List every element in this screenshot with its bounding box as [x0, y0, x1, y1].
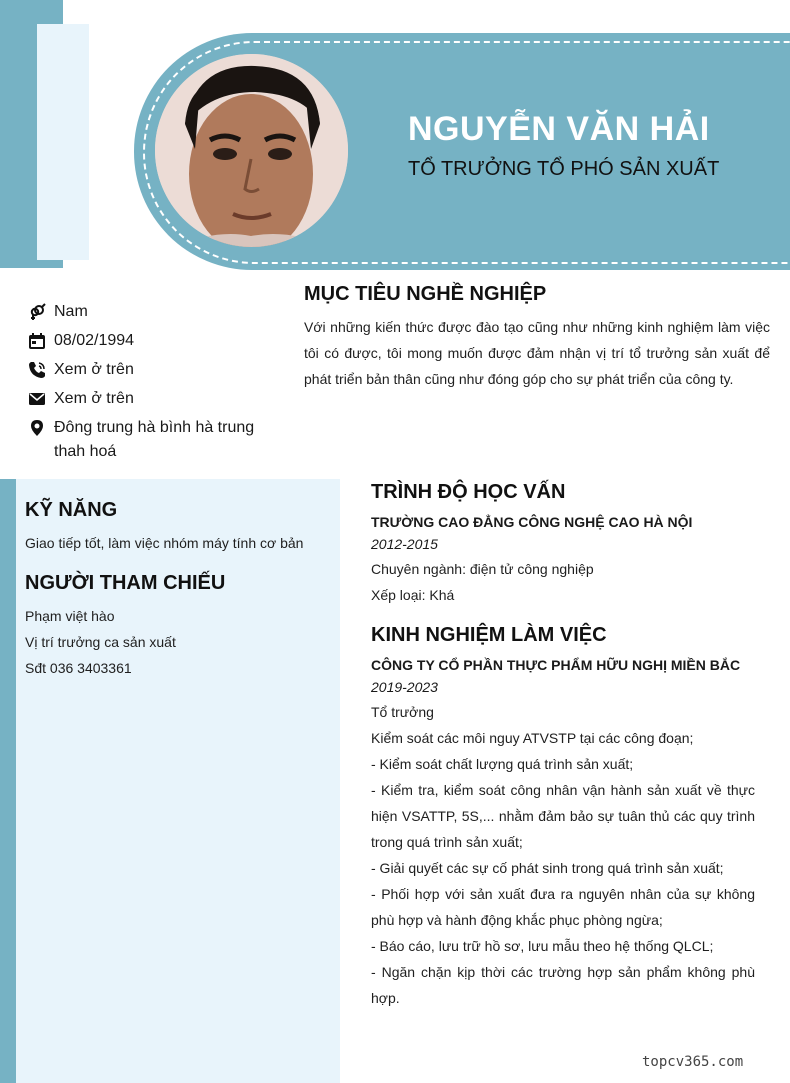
- experience-period: 2019-2023: [371, 679, 438, 695]
- objective-section: [304, 283, 770, 392]
- reference-line: Sđt 036 3403361: [25, 660, 132, 676]
- right-column: [371, 481, 755, 1011]
- skills-text: Giao tiếp tốt, làm việc nhóm máy tính cơ bản: [25, 535, 304, 551]
- left-column-strip: [0, 479, 16, 1083]
- education-section: [371, 481, 755, 608]
- education-period: 2012-2015: [371, 536, 438, 552]
- contact-birthday: [28, 329, 278, 353]
- contact-address: [28, 416, 278, 464]
- experience-line: Kiểm soát các môi nguy ATVSTP tại các công đoạn;: [371, 730, 694, 746]
- objective-text: Với những kiến thức được đào tạo cũng như những kinh nghiệm làm việc tôi có được, tôi mong muốn được đảm nhận vị trí tổ trưởng sản xuất để phát triển bản thân cũng như đóng góp cho sự phát triển của công ty.: [304, 319, 770, 387]
- education-line: Xếp loại: Khá: [371, 587, 455, 603]
- skills-title: KỸ NĂNG: [25, 499, 118, 521]
- experience-line: - Ngăn chặn kịp thời các trường hợp sản phẩm không phù hợp.: [371, 964, 755, 1006]
- objective-title: MỤC TIÊU NGHỀ NGHIỆP: [304, 283, 547, 305]
- experience-line: - Báo cáo, lưu trữ hồ sơ, lưu mẫu theo hệ thống QLCL;: [371, 938, 714, 954]
- experience-line: Tổ trưởng: [371, 704, 434, 720]
- contact-phone: [28, 358, 278, 382]
- location-icon: [28, 419, 46, 437]
- contact-birthday-text: 08/02/1994: [54, 332, 135, 349]
- experience-section: [371, 624, 755, 1011]
- contact-email: [28, 387, 278, 411]
- contact-gender: [28, 300, 278, 324]
- contact-address-text: Đông trung hà bình hà trung thah hoá: [54, 419, 255, 460]
- calendar-icon: [28, 332, 46, 350]
- experience-company: CÔNG TY CỔ PHẦN THỰC PHẨM HỮU NGHỊ MIỀN BẮC: [371, 657, 741, 673]
- education-title: TRÌNH ĐỘ HỌC VẤN: [371, 481, 566, 503]
- education-school: TRƯỜNG CAO ĐẲNG CÔNG NGHỆ CAO HÀ NỘI: [371, 514, 693, 530]
- header-left-panel: [37, 24, 89, 260]
- experience-line: - Kiểm tra, kiểm soát công nhân vận hành sản xuất về thực hiện VSATTP, 5S,... nhằm đảm bảo sự tuân thủ các quy trình trong quá trình sản xuất;: [371, 782, 755, 850]
- contact-email-text: Xem ở trên: [54, 390, 134, 407]
- avatar: [155, 54, 348, 247]
- experience-line: - Phối hợp với sản xuất đưa ra nguyên nhân của sự không phù hợp và hành động khắc phục phòng ngừa;: [371, 886, 755, 928]
- education-line: Chuyên ngành: điện tử công nghiệp: [371, 561, 594, 577]
- experience-line: - Giải quyết các sự cố phát sinh trong quá trình sản xuất;: [371, 860, 724, 876]
- experience-title: KINH NGHIỆM LÀM VIỆC: [371, 624, 607, 646]
- reference-line: Phạm việt hào: [25, 608, 115, 624]
- experience-line: - Kiểm soát chất lượng quá trình sản xuất;: [371, 756, 634, 772]
- contact-phone-text: Xem ở trên: [54, 361, 134, 378]
- job-title: TỔ TRƯỞNG TỔ PHÓ SẢN XUẤT: [408, 158, 720, 180]
- avatar-photo: [155, 54, 348, 247]
- skills-section: [25, 499, 325, 556]
- left-column-panel: [0, 479, 340, 1083]
- gender-icon: [28, 303, 46, 321]
- watermark: topcv365.com: [642, 1054, 744, 1070]
- candidate-name: NGUYỄN VĂN HẢI: [408, 110, 710, 148]
- phone-icon: [28, 361, 46, 379]
- email-icon: [28, 390, 46, 408]
- contact-gender-text: Nam: [54, 303, 88, 320]
- reference-line: Vị trí trưởng ca sản xuất: [25, 634, 176, 650]
- contact-info: [28, 300, 278, 469]
- references-section: [25, 572, 325, 681]
- references-title: NGƯỜI THAM CHIẾU: [25, 572, 226, 594]
